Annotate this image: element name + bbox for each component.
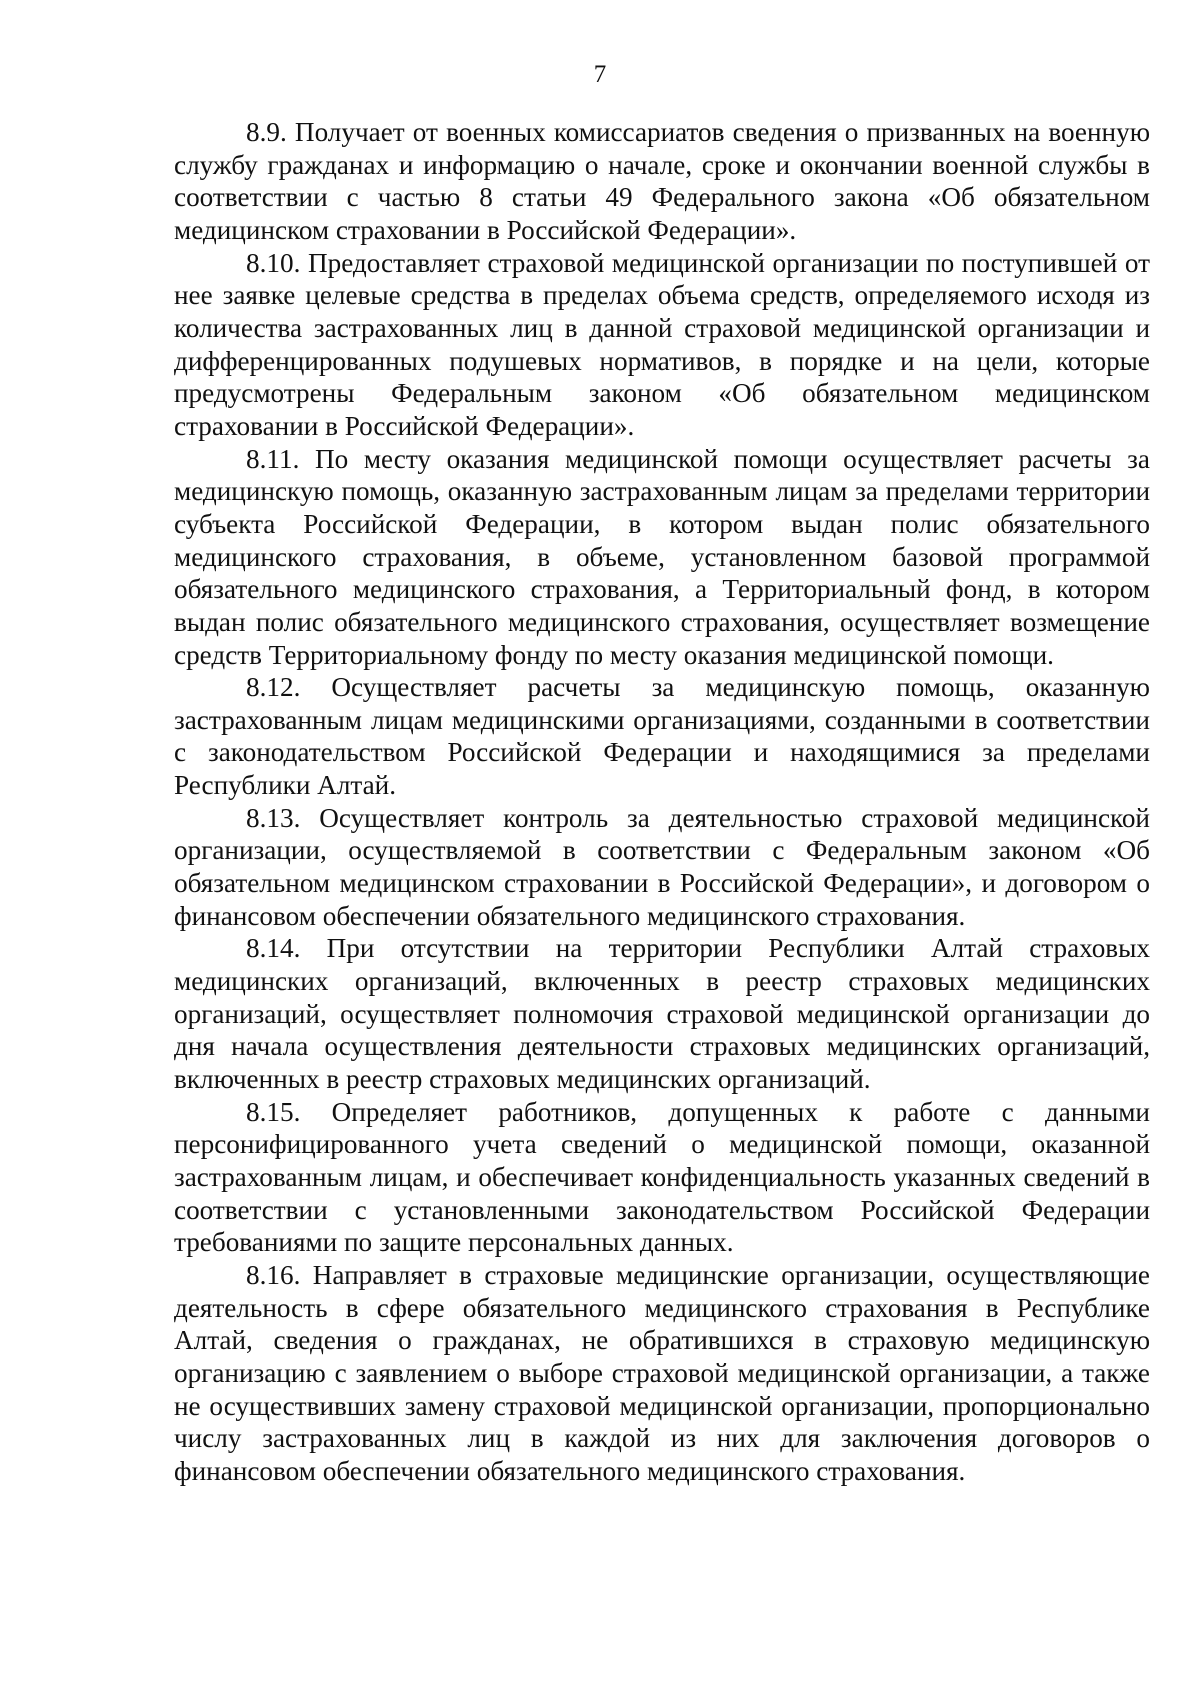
paragraph-8-15: 8.15. Определяет работников, допущенных к работе с данными персонифицированного учета сведений о медицинской помощи, оказанной застрахованным лицам, и обеспечивает конфиденциальность указанных сведений в соответствии с установленными законодательством Российской Федерации требованиями по защите персональных данных.	[174, 1096, 1150, 1258]
paragraph-8-9: 8.9. Получает от военных комиссариатов сведения о призванных на военную службу гражданах и информацию о начале, сроке и окончании военной службы в соответствии с частью 8 статьи 49 Федерального закона «Об обязательном медицинском страховании в Российской Федерации».	[174, 117, 1150, 245]
page-number: 7	[593, 61, 607, 88]
paragraph-8-11: 8.11. По месту оказания медицинской помощи осуществляет расчеты за медицинскую помощь, оказанную застрахованным лицам за пределами территории субъекта Российской Федерации, в котором выдан полис обязательного медицинского страхования, в объеме, установленном базовой программой обязательного медицинского страхования, а Территориальный фонд, в котором выдан полис обязательного медицинского страхования, осуществляет возмещение средств Территориальному фонду по месту оказания медицинской помощи.	[174, 443, 1150, 670]
paragraph-8-16: 8.16. Направляет в страховые медицинские организации, осуществляющие деятельность в сфере обязательного медицинского страхования в Республике Алтай, сведения о гражданах, не обратившихся в страховую медицинскую организацию с заявлением о выборе страховой медицинской организации, а также не осуществивших замену страховой медицинской организации, пропорционально числу застрахованных лиц в каждой из них для заключения договоров о финансовом обеспечении обязательного медицинского страхования.	[174, 1259, 1150, 1486]
document-body	[174, 116, 1150, 1488]
paragraph-8-14: 8.14. При отсутствии на территории Республики Алтай страховых медицинских организаций, включенных в реестр страховых медицинских организаций, осуществляет полномочия страховой медицинской организации до дня начала осуществления деятельности страховых медицинских организаций, включенных в реестр страховых медицинских организаций.	[174, 933, 1150, 1095]
paragraph-8-12: 8.12. Осуществляет расчеты за медицинскую помощь, оказанную застрахованным лицам медицинскими организациями, созданными в соответствии с законодательством Российской Федерации и находящимися за пределами Республики Алтай.	[174, 672, 1150, 801]
paragraph-8-10: 8.10. Предоставляет страховой медицинской организации по поступившей от нее заявке целевые средства в пределах объема средств, определяемого исходя из количества застрахованных лиц в данной страховой медицинской организации и дифференцированных подушевых нормативов, в порядке и на цели, которые предусмотрены Федеральным законом «Об обязательном медицинском страховании в Российской Федерации».	[174, 247, 1150, 441]
paragraph-8-13: 8.13. Осуществляет контроль за деятельностью страховой медицинской организации, осуществляемой в соответствии с Федеральным законом «Об обязательном медицинском страховании в Российской Федерации», и договором о финансовом обеспечении обязательного медицинского страхования.	[174, 802, 1150, 931]
